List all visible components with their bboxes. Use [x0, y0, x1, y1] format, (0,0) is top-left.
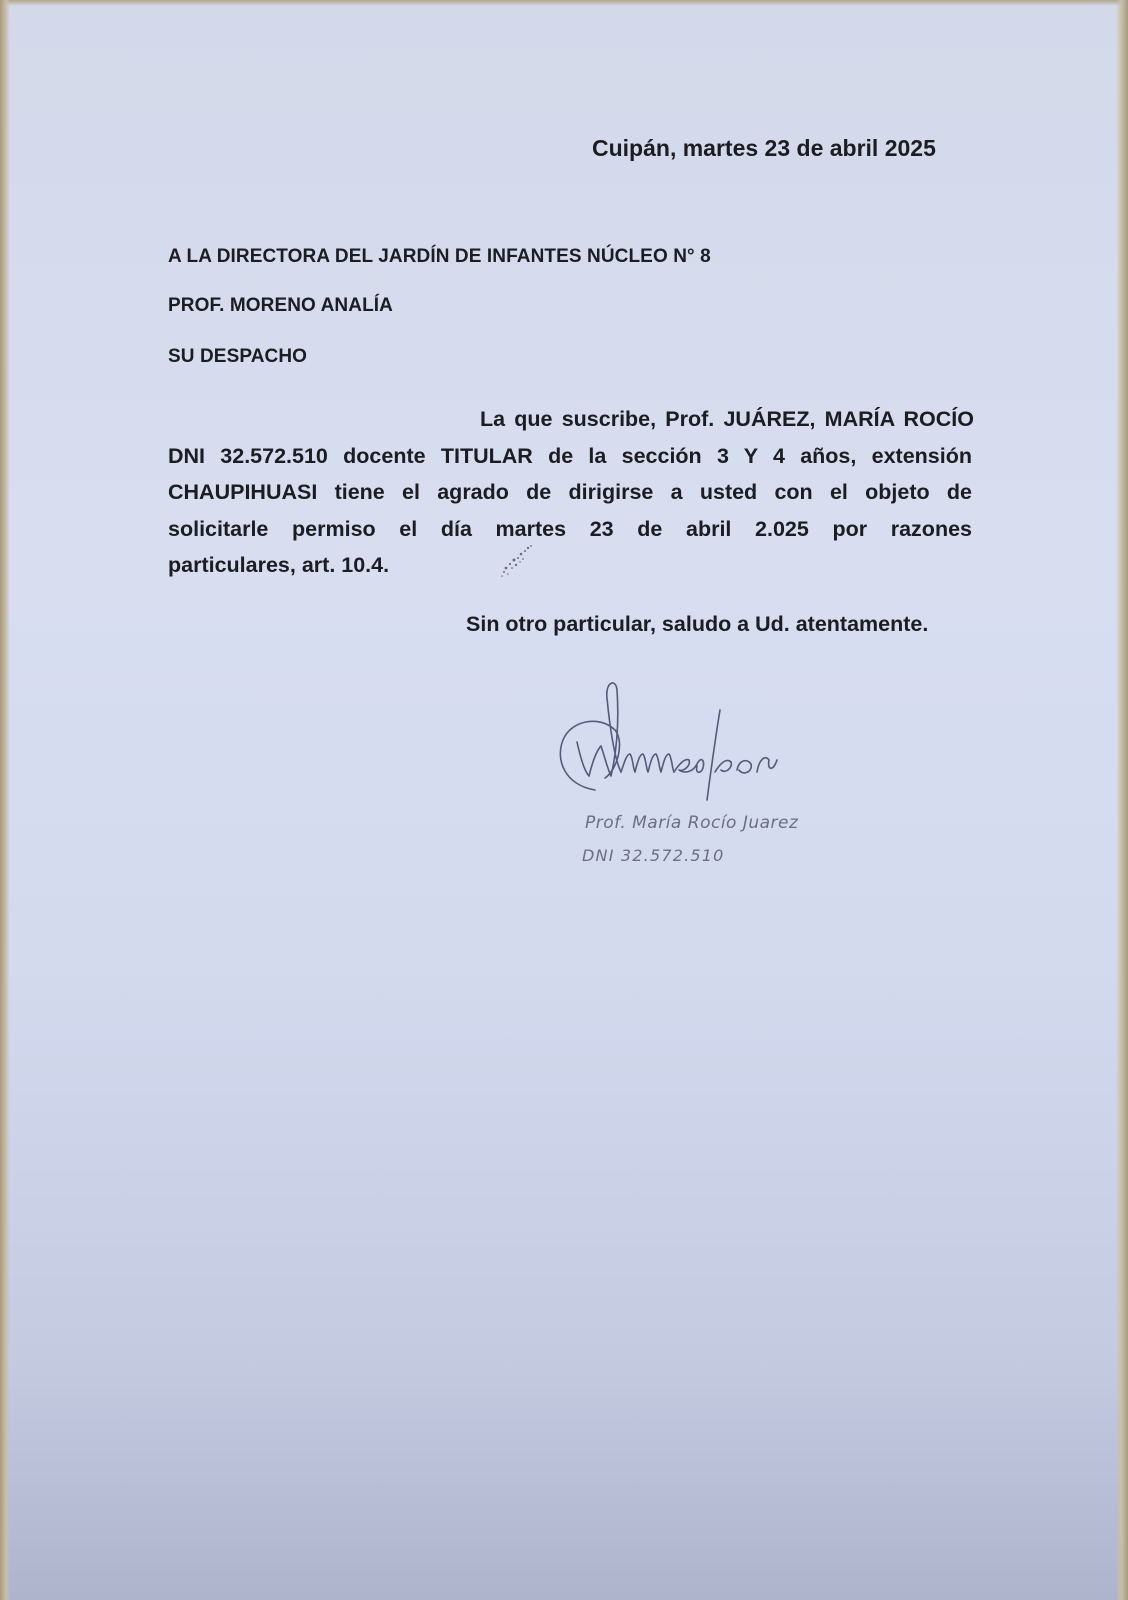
recipient-line-3: SU DESPACHO: [168, 346, 308, 367]
ink-smudge: [496, 538, 546, 580]
letter-date: Cuipán, martes 23 de abril 2025: [592, 135, 936, 161]
recipient-line-1: A LA DIRECTORA DEL JARDÍN DE INFANTES NÚCLEO N° 8: [168, 246, 711, 267]
paper-edge-left: [0, 0, 10, 1600]
signature-block: [555, 680, 855, 870]
handwritten-signature: [555, 680, 855, 810]
body-line-3: solicitarle permiso el día martes 23 de abril 2.025 por razones: [168, 517, 972, 541]
body-line-4: particulares, art. 10.4.: [168, 553, 390, 577]
closing-line: Sin otro particular, saludo a Ud. atentamente.: [466, 612, 929, 636]
body-line-2: CHAUPIHUASI tiene el agrado de dirigirse a usted con el objeto de: [168, 480, 972, 504]
recipient-line-2: PROF. MORENO ANALÍA: [168, 295, 393, 316]
signature-dni: DNI 32.572.510: [582, 846, 725, 865]
body-line-0: La que suscribe, Prof. JUÁREZ, MARÍA ROCÍO: [480, 407, 974, 431]
paper-edge-top: [0, 0, 1128, 6]
body-line-1: DNI 32.572.510 docente TITULAR de la sección 3 Y 4 años, extensión: [168, 444, 972, 468]
paper-edge-right: [1116, 0, 1128, 1600]
signature-name: Prof. María Rocío Juarez: [585, 813, 799, 833]
